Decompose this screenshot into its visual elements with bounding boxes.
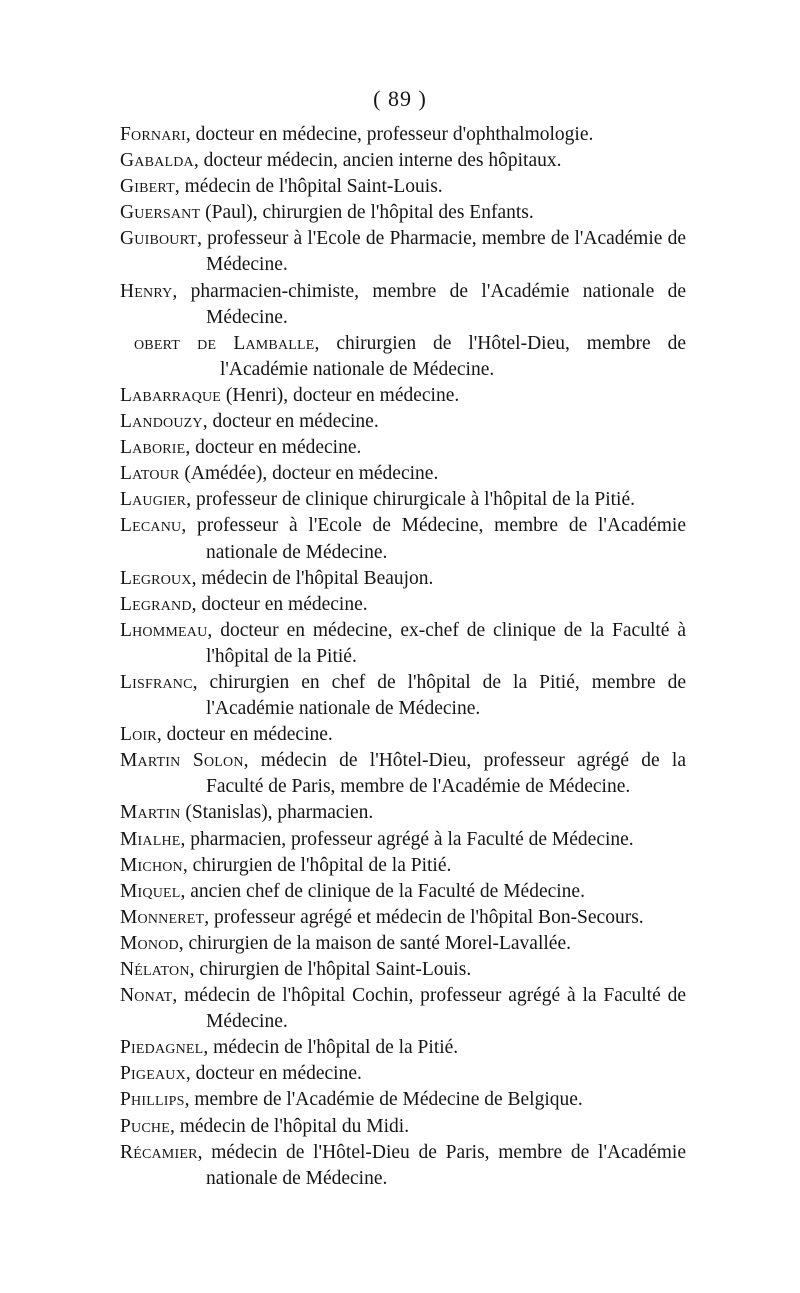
entry-description: , docteur en médecine. — [185, 437, 362, 459]
entry-description: , chirurgien de la maison de santé Morel-Lavallée. — [178, 932, 571, 954]
entry-surname: Nonat — [120, 985, 173, 1007]
list-item — [120, 931, 686, 957]
entry-surname: Lhommeau — [120, 619, 208, 641]
entry-surname: Gibert — [120, 176, 175, 198]
entry-description: , docteur médecin, ancien interne des hôpitaux. — [193, 150, 562, 172]
entry-description: , membre de l'Académie de Médecine de Belgique. — [184, 1089, 583, 1111]
list-item — [120, 592, 686, 618]
entry-description: , médecin de l'Hôtel-Dieu de Paris, membre de l'Académie nationale de Médecine. — [197, 1141, 686, 1189]
list-item — [120, 722, 686, 748]
entry-surname: Phillips — [120, 1089, 185, 1111]
entry-description: (Paul), chirurgien de l'hôpital des Enfants. — [200, 202, 534, 224]
entry-surname: Mialhe — [120, 828, 181, 850]
entry-surname: Guibourt — [120, 228, 198, 250]
entry-surname: Martin — [120, 802, 181, 824]
entry-surname: Martin Solon — [120, 750, 244, 772]
entry-surname: Landouzy — [120, 411, 203, 433]
entry-description: , chirurgien de l'Hôtel-Dieu, membre de l'Académie nationale de Médecine. — [220, 332, 687, 380]
entry-description: , chirurgien de l'hôpital Saint-Louis. — [189, 959, 472, 980]
entry-surname: Legrand — [120, 593, 192, 615]
list-item — [120, 487, 686, 513]
entry-description: , médecin de l'hôpital Cochin, professeur agrégé à la Faculté de Médecine. — [172, 985, 686, 1033]
entry-surname: Latour — [120, 463, 180, 485]
entry-description: , docteur en médecine, professeur d'ophthalmologie. — [185, 124, 594, 145]
list-item — [120, 566, 686, 592]
list-item — [120, 879, 686, 905]
list-item — [120, 905, 686, 931]
list-item — [120, 148, 686, 174]
entry-description: , docteur en médecine. — [202, 411, 379, 433]
list-item — [120, 435, 686, 461]
list-item — [120, 827, 686, 853]
list-item — [120, 1140, 686, 1192]
entry-description: , pharmacien-chimiste, membre de l'Académie nationale de Médecine. — [172, 280, 686, 328]
entry-description: , médecin de l'hôpital Saint-Louis. — [174, 176, 443, 198]
list-item — [120, 748, 686, 800]
entry-description: , pharmacien, professeur agrégé à la Faculté de Médecine. — [180, 828, 634, 850]
list-item — [120, 1061, 686, 1087]
entry-surname: Puche — [120, 1115, 170, 1137]
list-item — [134, 331, 686, 383]
entry-surname: Loir — [120, 724, 157, 746]
entry-surname: Guersant — [120, 202, 201, 224]
entry-surname: Henry — [120, 280, 173, 302]
list-item — [120, 200, 686, 226]
list-item — [120, 957, 686, 983]
entry-description: , docteur en médecine, ex-chef de clinique de la Faculté à l'hôpital de la Pitié. — [206, 619, 686, 667]
entry-surname: Laborie — [120, 437, 186, 459]
entry-surname: Michon — [120, 854, 183, 876]
page-number: ( 89 ) — [373, 86, 427, 111]
entry-surname: Piedagnel — [120, 1037, 204, 1059]
entry-description: , docteur en médecine. — [185, 1063, 362, 1085]
list-item — [120, 174, 686, 200]
list-item — [120, 618, 686, 670]
entry-description: (Henri), docteur en médecine. — [221, 384, 460, 406]
list-item — [120, 800, 686, 826]
entry-surname: Labarraque — [120, 384, 222, 406]
entry-surname: Legroux — [120, 567, 192, 589]
entry-description: , chirurgien en chef de l'hôpital de la Pitié, membre de l'Académie nationale de Médecine. — [192, 671, 686, 720]
list-item — [120, 226, 686, 278]
entry-surname: Lecanu — [120, 515, 182, 537]
entry-surname: Gabalda — [120, 150, 194, 172]
entry-description: (Stanislas), pharmacien. — [180, 802, 374, 824]
list-item — [120, 513, 686, 565]
list-item — [120, 983, 686, 1035]
list-item — [120, 383, 686, 409]
entry-description: , docteur en médecine. — [191, 593, 368, 615]
entry-surname: Pigeaux — [120, 1063, 186, 1085]
entry-surname: Miquel — [120, 880, 181, 902]
entry-surname: Nélaton — [120, 959, 190, 980]
entry-surname: Monod — [120, 932, 179, 954]
entry-surname: Récamier — [120, 1141, 198, 1163]
entry-description: , médecin de l'hôpital du Midi. — [169, 1115, 410, 1137]
entry-description: , professeur à l'Ecole de Pharmacie, membre de l'Académie de Médecine. — [197, 228, 686, 276]
entry-surname: Laugier — [120, 489, 187, 511]
entry-description: , docteur en médecine. — [156, 724, 333, 746]
member-list — [120, 122, 686, 1192]
list-item — [120, 1035, 686, 1061]
list-item — [120, 409, 686, 435]
entry-description: (Amédée), docteur en médecine. — [179, 463, 439, 485]
entry-description: , médecin de l'Hôtel-Dieu, professeur agrégé de la Faculté de Paris, membre de l'Académie de Médecine. — [206, 750, 687, 798]
entry-description: , chirurgien de l'hôpital de la Pitié. — [182, 854, 452, 876]
entry-description: , professeur agrégé et médecin de l'hôpital Bon-Secours. — [204, 906, 644, 928]
list-item — [120, 853, 686, 879]
entry-description: , ancien chef de clinique de la Faculté de Médecine. — [180, 880, 585, 902]
entry-description: , professeur de clinique chirurgicale à l'hôpital de la Pitié. — [186, 489, 635, 511]
list-item — [120, 670, 686, 722]
entry-description: , médecin de l'hôpital de la Pitié. — [203, 1037, 459, 1059]
list-item — [120, 1114, 686, 1140]
entry-description: , professeur à l'Ecole de Médecine, membre de l'Académie nationale de Médecine. — [181, 515, 686, 563]
list-item — [120, 122, 686, 148]
entry-surname: Monneret — [120, 906, 205, 928]
list-item — [120, 279, 686, 331]
entry-description: , médecin de l'hôpital Beaujon. — [191, 567, 434, 589]
entry-surname: Fornari — [120, 124, 186, 145]
list-item — [120, 1087, 686, 1113]
list-item — [120, 461, 686, 487]
entry-surname: obert de Lamballe — [134, 332, 315, 354]
entry-surname: Lisfranc — [120, 671, 193, 693]
